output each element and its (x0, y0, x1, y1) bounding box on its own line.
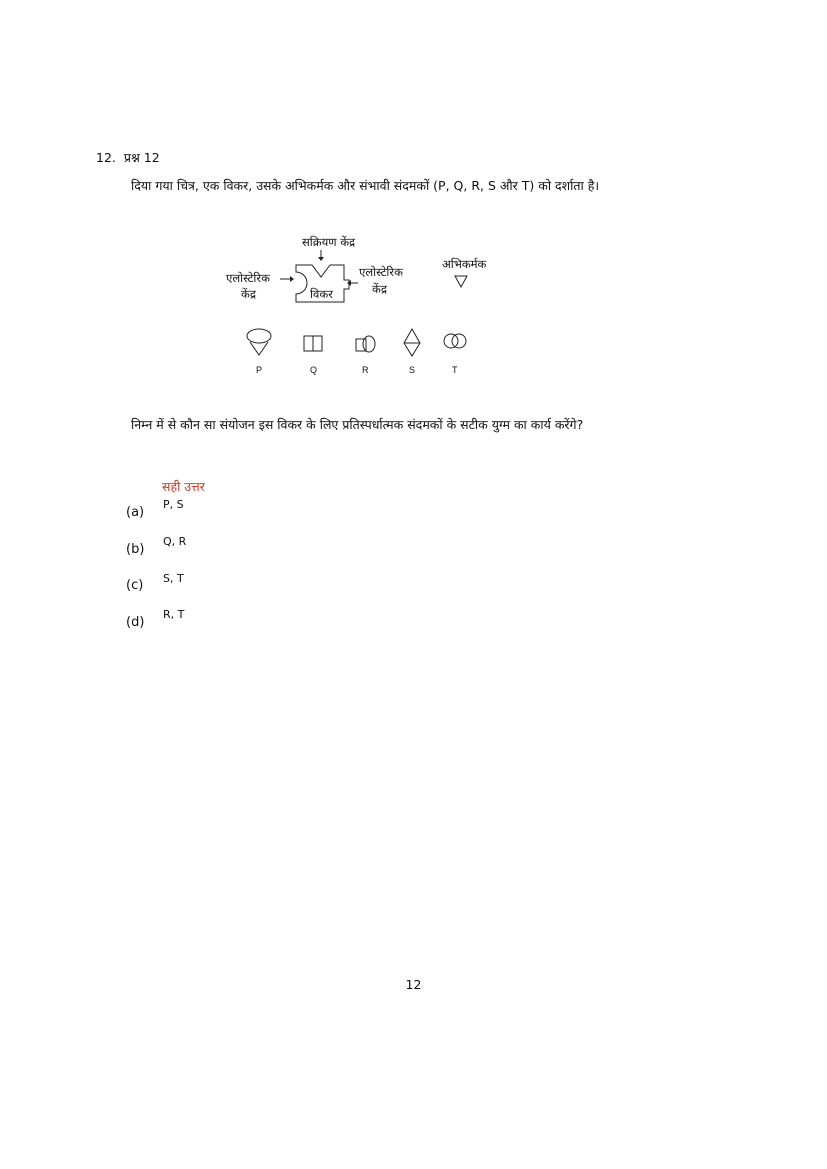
allosteric-left-label-2: केंद्र (241, 287, 256, 301)
inhibitor-label-p: P (256, 365, 263, 375)
inhibitor-q-shape (304, 336, 322, 351)
question-header (96, 149, 160, 166)
question-title: प्रश्न 12 (123, 150, 160, 165)
question-followup: निम्न में से कौन सा संयोजन इस विकर के लिए प्रतिस्पर्धात्मक संदमकों के सटीक युग्म का कार्य करेंगे? (131, 417, 584, 432)
inhibitor-r-shape (356, 336, 375, 352)
enzyme-label: विकर (310, 287, 333, 301)
substrate-label: अभिकर्मक (442, 257, 487, 271)
inhibitor-label-r: R (362, 365, 369, 375)
enzyme-outline (296, 265, 349, 302)
option-b-text[interactable]: Q, R (163, 535, 187, 548)
active-site-label: सक्रियण केंद्र (302, 235, 356, 249)
option-d-letter: (d) (126, 615, 145, 630)
page-number: 12 (405, 977, 422, 992)
question-text: दिया गया चित्र, एक विकर, उसके अभिकर्मक और संभावी संदमकों (P, Q, R, S और T) को दर्शाता है। (131, 178, 600, 193)
correct-answer-label: सही उत्तर (162, 479, 205, 494)
option-c-text[interactable]: S, T (163, 572, 184, 585)
active-site-arrowhead (318, 257, 324, 261)
allosteric-right-arrowhead (347, 280, 351, 286)
inhibitor-p-shape (247, 329, 271, 355)
inhibitor-label-t: T (452, 365, 458, 375)
allosteric-right-label-1: एलोस्टेरिक (359, 265, 403, 279)
option-c-letter: (c) (126, 578, 144, 593)
allosteric-right-label-2: केंद्र (372, 282, 387, 296)
substrate-triangle-icon (455, 276, 467, 287)
inhibitor-s-shape (404, 329, 420, 356)
option-b-letter: (b) (126, 542, 145, 557)
option-d-text[interactable]: R, T (163, 608, 185, 621)
allosteric-left-arrowhead (290, 276, 294, 282)
allosteric-left-label-1: एलोस्टेरिक (226, 271, 270, 285)
inhibitor-t-shape (444, 334, 466, 348)
question-number: 12. (96, 150, 116, 165)
option-a-letter: (a) (126, 505, 145, 520)
option-a-text[interactable]: P, S (163, 498, 184, 511)
inhibitor-label-s: S (409, 365, 416, 375)
inhibitor-label-q: Q (310, 365, 318, 375)
